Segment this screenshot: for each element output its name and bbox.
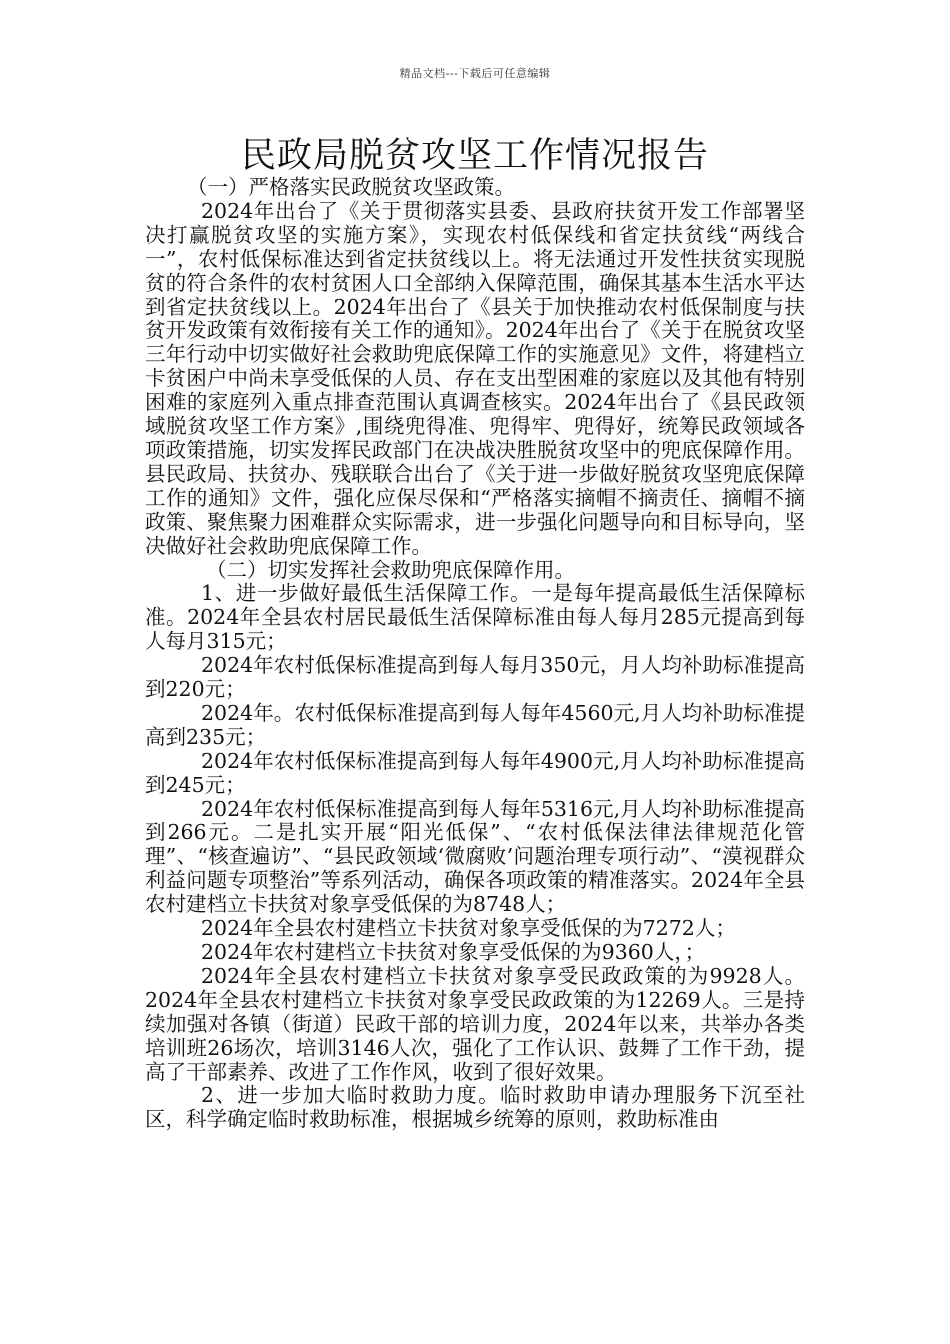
document-title: 民政局脱贫攻坚工作情况报告 xyxy=(240,136,709,176)
paragraph-count-c: 2024年全县农村建档立卡扶贫对象享受民政政策的为9928人。2024年全县农村建档立卡扶贫对象享受民政政策的为12269人。三是持续加强对各镇（街道）民政干部的培训力度，2024年以来，共举办各类培训班26场次，培训3146人次，强化了工作认识、鼓舞了工作干劲，提高了干部素养、改进了工作作风，收到了很好效果。 xyxy=(145,963,805,1084)
paragraph-standard-c: 2024年农村低保标准提高到每人每年4900元,月人均补助标准提高到245元； xyxy=(145,748,805,797)
section-heading-2: （二）切实发挥社会救助兜底保障作用。 xyxy=(206,557,575,582)
paragraph-subsistence: 1、进一步做好最低生活保障工作。一是每年提高最低生活保障标准。2024年全县农村居民最低生活保障标准由每人每月285元提高到每人每月315元； xyxy=(145,581,805,654)
paragraph-standard-b: 2024年。农村低保标准提高到每人每年4560元,月人均补助标准提高到235元； xyxy=(145,700,805,749)
paragraph-standard-a: 2024年农村低保标准提高到每人每月350元，月人均补助标准提高到220元； xyxy=(145,653,805,702)
document-body xyxy=(145,176,805,1132)
header-note: 精品文档---下载后可任意编辑 xyxy=(399,67,551,80)
paragraph-standard-d: 2024年农村低保标准提高到每人每年5316元,月人均补助标准提高到266元。二是扎实开展“阳光低保”、“农村低保法律法律规范化管理”、“核查遍访”、“县民政领域‘微腐败’问题治理专项行动”、“漠视群众利益问题专项整治”等系列活动，确保各项政策的精准落实。2024年全县农村建档立卡扶贫对象享受低保的为8748人； xyxy=(145,796,805,917)
paragraph-count-b: 2024年农村建档立卡扶贫对象享受低保的为9360人，； xyxy=(201,940,706,964)
paragraph-count-a: 2024年全县农村建档立卡扶贫对象享受低保的为7272人； xyxy=(201,916,736,941)
paragraph-policy: 2024年出台了《关于贯彻落实县委、县政府扶贫开发工作部署坚决打赢脱贫攻坚的实施方案》，实现农村低保线和省定扶贫线“两线合一”，农村低保标准达到省定扶贫线以上。将无法通过开发性扶贫实现脱贫的符合条件的农村贫困人口全部纳入保障范围，确保其基本生活水平达到省定扶贫线以上。2024年出台了《县关于加快推动农村低保制度与扶贫开发政策有效衔接有关工作的通知》。2024年出台了《关于在脱贫攻坚三年行动中切实做好社会救助兜底保障工作的实施意见》文件，将建档立卡贫困户中尚未享受低保的人员、存在支出型困难的家庭以及其他有特别困难的家庭列入重点排查范围认真调查核实。2024年出台了《县民政领域脱贫攻坚工作方案》,围绕兜得准、兜得牢、兜得好，统筹民政领域各项政策措施，切实发挥民政部门在决战决胜脱贫攻坚中的兜底保障作用。县民政局、扶贫办、残联联合出台了《关于进一步做好脱贫攻坚兜底保障工作的通知》文件，强化应保尽保和“严格落实摘帽不摘责任、摘帽不摘政策、聚焦聚力困难群众实际需求，进一步强化问题导向和目标导向，坚决做好社会救助兜底保障工作。 xyxy=(145,198,805,558)
section-heading-1: （一）严格落实民政脱贫攻坚政策。 xyxy=(187,175,515,199)
paragraph-temporary-relief: 2、进一步加大临时救助力度。临时救助申请办理服务下沉至社区，科学确定临时救助标准，根据城乡统筹的原则，救助标准由 xyxy=(145,1083,805,1132)
